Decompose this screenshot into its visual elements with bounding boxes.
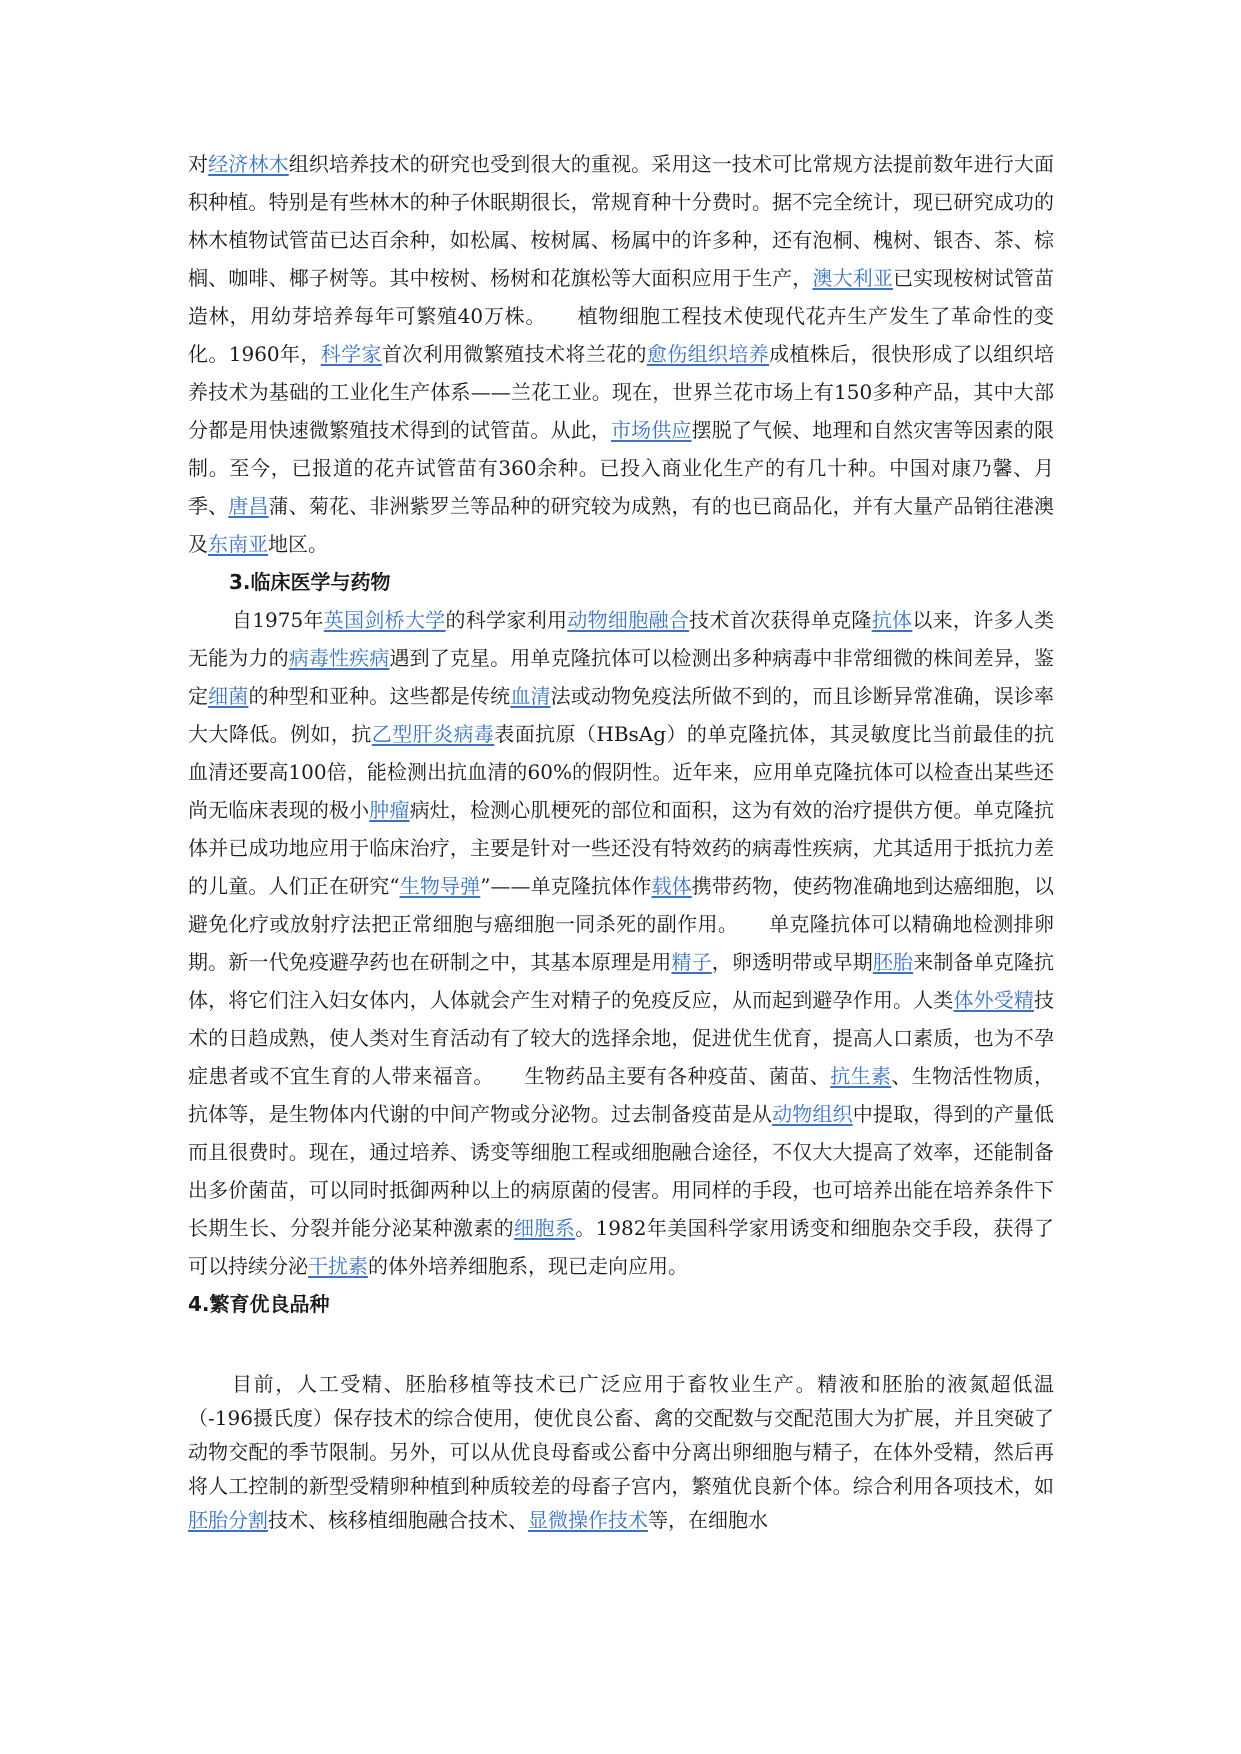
text-run: 目前，人工受精、胚胎移植等技术已广泛应用于畜牧业生产。精液和胚胎的液氮超低温（-196摄氏度）保存技术的综合使用，使优良公畜、禽的交配数与交配范围大为扩展，并且突破了动物交配的季节限制。另外，可以从优良母畜或公畜中分离出卵细胞与精子，在体外受精，然后再将人工控制的新型受精卵种植到种质较差的母畜子宫内，繁殖优良新个体。综合利用各项技术，如 bbox=[188, 1372, 1054, 1498]
hyperlink[interactable]: 细菌 bbox=[208, 684, 249, 708]
hyperlink[interactable]: 动物细胞融合 bbox=[567, 608, 690, 632]
text-run: 蒲、菊花、非洲紫罗兰等品种的研究较为成熟，有的也已商品化，并有大量产品销往港澳及 bbox=[188, 494, 1055, 556]
text-run: 自1975年 bbox=[232, 608, 324, 632]
text-run: 成植株后，很快形成了以组织培养技术为基础的工业化生产体系——兰花工业。现在，世界兰花市场上有150多种产品，其中大部分都是用快速微繁殖技术得到的试管苗。从此， bbox=[188, 342, 1055, 442]
text-run: 已实现桉树试管苗造林，用幼芽培养每年可繁殖40万株。 植物细胞工程技术使现代花卉生产发生了革命性的变化。1960年， bbox=[188, 266, 1055, 366]
hyperlink[interactable]: 动物组织 bbox=[772, 1102, 853, 1126]
paragraph-clinical-medicine bbox=[188, 601, 1054, 1285]
text-run: 表面抗原（HBsAg）的单克隆抗体，其灵敏度比当前最佳的抗血清还要高100倍，能检测出抗血清的60%的假阴性。近年来，应用单克隆抗体可以检查出某些还尚无临床表现的极小 bbox=[188, 722, 1055, 822]
text-run: 对 bbox=[188, 152, 209, 176]
text-run: 地区。 bbox=[268, 532, 328, 556]
text-run: 来制备单克隆抗体，将它们注入妇女体内，人体就会产生对精子的免疫反应，从而起到避孕作用。人类 bbox=[188, 950, 1055, 1012]
hyperlink[interactable]: 市场供应 bbox=[611, 418, 692, 442]
text-run: 。1982年美国科学家用诱变和细胞杂交手段，获得了可以持续分泌 bbox=[188, 1216, 1055, 1278]
hyperlink[interactable]: 胚胎 bbox=[872, 950, 914, 974]
text-run: 组织培养技术的研究也受到很大的重视。采用这一技术可比常规方法提前数年进行大面积种植。特别是有些林木的种子休眠期很长，常规育种十分费时。据不完全统计，现已研究成功的林木植物试管苗已达百余种，如松属、桉树属、杨属中的许多种，还有泡桐、槐树、银杏、茶、棕榈、咖啡、椰子树等。其中桉树、杨树和花旗松等大面积应用于生产， bbox=[188, 152, 1055, 290]
paragraph-breeding bbox=[188, 1367, 1054, 1537]
text-run: 携带药物，使药物准确地到达癌细胞，以避免化疗或放射疗法把正常细胞与癌细胞一同杀死的副作用。 单克隆抗体可以精确地检测排卵期。新一代免疫避孕药也在研制之中，其基本原理是用 bbox=[188, 874, 1055, 974]
document-page bbox=[188, 145, 1054, 1537]
hyperlink[interactable]: 英国剑桥大学 bbox=[323, 608, 446, 632]
hyperlink[interactable]: 抗体 bbox=[871, 608, 913, 632]
text-run: 的科学家利用 bbox=[445, 608, 568, 632]
text-run: 首次利用微繁殖技术将兰花的 bbox=[381, 342, 647, 366]
hyperlink[interactable]: 精子 bbox=[671, 950, 712, 974]
hyperlink[interactable]: 细胞系 bbox=[514, 1216, 576, 1240]
text-run: 技术、核移植细胞融合技术、 bbox=[268, 1508, 528, 1532]
text-run: 的种型和亚种。这些都是传统 bbox=[248, 684, 511, 708]
hyperlink[interactable]: 经济林木 bbox=[208, 152, 289, 176]
text-run: 以来，许多人类无能为力的 bbox=[188, 608, 1055, 670]
text-run: 中提取，得到的产量低而且很费时。现在，通过培养、诱变等细胞工程或细胞融合途径，不仅大大提高了效率，还能制备出多价菌苗，可以同时抵御两种以上的病原菌的侵害。用同样的手段，也可培养出能在培养条件下长期生长、分裂并能分泌某种激素的 bbox=[188, 1102, 1055, 1240]
text-run: 、生物活性物质，抗体等，是生物体内代谢的中间产物或分泌物。过去制备疫苗是从 bbox=[188, 1064, 1055, 1126]
hyperlink[interactable]: 显微操作技术 bbox=[528, 1508, 648, 1532]
hyperlink[interactable]: 肿瘤 bbox=[369, 798, 410, 822]
hyperlink[interactable]: 生物导弹 bbox=[399, 874, 481, 898]
text-run: 法或动物免疫法所做不到的，而且诊断异常准确，误诊率大大降低。例如，抗 bbox=[188, 684, 1055, 746]
section-heading-clinical-medicine: 3.临床医学与药物 bbox=[229, 570, 391, 594]
text-run: 技术首次获得单克隆 bbox=[689, 608, 872, 632]
hyperlink[interactable]: 抗生素 bbox=[830, 1064, 892, 1088]
hyperlink[interactable]: 科学家 bbox=[320, 342, 382, 366]
paragraph-forestry-flowers bbox=[188, 145, 1054, 563]
text-run: 的体外培养细胞系，现已走向应用。 bbox=[368, 1254, 688, 1278]
hyperlink[interactable]: 东南亚 bbox=[208, 532, 268, 556]
text-run: ”——单克隆抗体作 bbox=[480, 874, 652, 898]
hyperlink[interactable]: 体外受精 bbox=[953, 988, 1035, 1012]
hyperlink[interactable]: 干扰素 bbox=[308, 1254, 368, 1278]
section-heading-breeding: 4.繁育优良品种 bbox=[188, 1292, 330, 1316]
text-run: 等，在细胞水 bbox=[648, 1508, 768, 1532]
hyperlink[interactable]: 澳大利亚 bbox=[812, 266, 894, 290]
text-run: 遇到了克星。用单克隆抗体可以检测出多种病毒中非常细微的株间差异，鉴定 bbox=[188, 646, 1055, 708]
text-run: 摆脱了气候、地理和自然灾害等因素的限制。至今，已报道的花卉试管苗有360余种。已投入商业化生产的有几十种。中国对康乃馨、月季、 bbox=[188, 418, 1055, 518]
hyperlink[interactable]: 载体 bbox=[651, 874, 692, 898]
hyperlink[interactable]: 血清 bbox=[510, 684, 551, 708]
hyperlink[interactable]: 病毒性疾病 bbox=[288, 646, 390, 670]
hyperlink[interactable]: 唐昌 bbox=[228, 494, 269, 518]
text-run: 病灶，检测心肌梗死的部位和面积，这为有效的治疗提供方便。单克隆抗体并已成功地应用于临床治疗，主要是针对一些还没有特效药的病毒性疾病，尤其适用于抵抗力差的儿童。人们正在研究“ bbox=[188, 798, 1055, 898]
hyperlink[interactable]: 乙型肝炎病毒 bbox=[371, 722, 495, 746]
hyperlink[interactable]: 胚胎分割 bbox=[188, 1508, 268, 1532]
text-run: 技术的日趋成熟，使人类对生育活动有了较大的选择余地，促进优生优育，提高人口素质，也为不孕症患者或不宜生育的人带来福音。 生物药品主要有各种疫苗、菌苗、 bbox=[188, 988, 1055, 1088]
hyperlink[interactable]: 愈伤组织培养 bbox=[646, 342, 770, 366]
text-run: ，卵透明带或早期 bbox=[711, 950, 873, 974]
